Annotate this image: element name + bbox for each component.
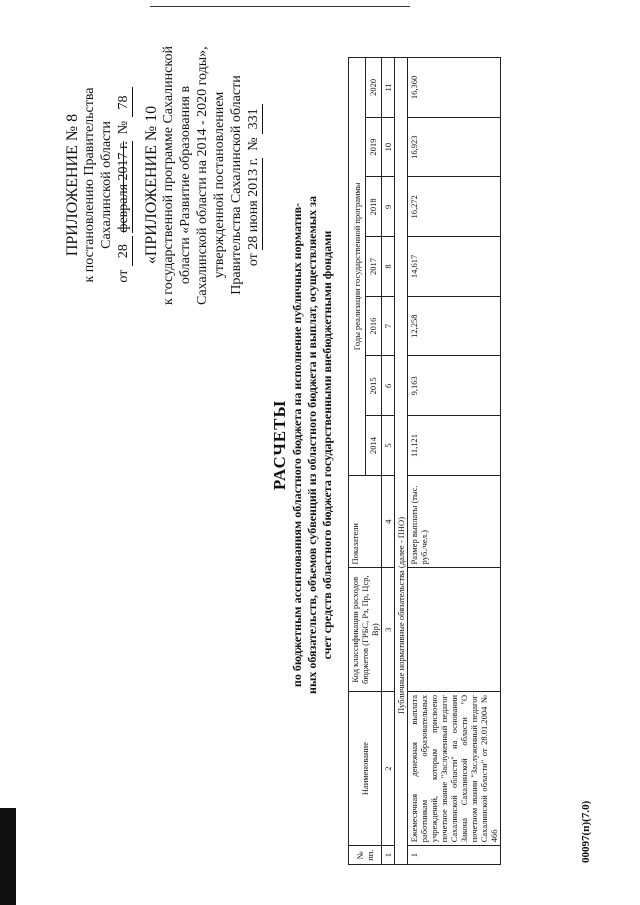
row-value: 16,360 <box>408 58 501 118</box>
column-number: 7 <box>382 296 395 356</box>
table-header-row <box>349 58 366 865</box>
column-number-row <box>382 58 395 865</box>
program-date: 28 июня 2013 г. <box>246 157 261 250</box>
program-date-line <box>245 65 263 305</box>
column-number: 11 <box>382 58 395 118</box>
appendix-date-line <box>115 65 133 305</box>
appendix-region-line: Сахалинской области <box>99 121 114 249</box>
column-number: 3 <box>382 568 395 691</box>
document-subtitle-line-3: счет средств областного бюджета государственными внебюджетными фондами <box>320 230 334 660</box>
column-number: 8 <box>382 237 395 297</box>
appendix-date-day: 28 <box>115 236 133 266</box>
program-line-3: Сахалинской области на 2014 - 2020 годы», <box>195 46 210 305</box>
column-number: 2 <box>382 691 395 845</box>
program-decree-number: 331 <box>245 104 263 134</box>
header-year: 2019 <box>365 117 382 177</box>
column-number: 4 <box>382 475 395 568</box>
program-line-4: утвержденной постановлением <box>212 91 227 279</box>
header-year: 2016 <box>365 296 382 356</box>
table-row <box>408 58 501 865</box>
row-value: 16,272 <box>408 177 501 237</box>
header-year: 2014 <box>365 416 382 476</box>
section-row <box>395 58 408 865</box>
document-title: РАСЧЕТЫ <box>270 399 289 491</box>
row-value: 9,163 <box>408 356 501 416</box>
header-year: 2018 <box>365 177 382 237</box>
header-code: Код классификации расходов бюджетов (ГРБС, Рз, Пр, Цср, Вр) <box>349 568 382 691</box>
document-title-block <box>270 165 335 725</box>
row-code <box>408 568 501 691</box>
row-value: 12,258 <box>408 296 501 356</box>
document-subtitle-line-1: по бюджетным ассигнованиям областного бюджета на исполнение публичных норматив- <box>290 202 304 688</box>
appendix-from-label: от <box>116 269 131 283</box>
row-value: 16,923 <box>408 117 501 177</box>
appendix-number-label: № <box>116 120 131 135</box>
header-year: 2015 <box>365 356 382 416</box>
section-title: Публичные нормативные обязательства (далее - ПНО) <box>395 58 408 865</box>
row-name: Ежемесячная денежная выплата работникам образовательных учреждений, которым присвоено почетное звание "Заслуженный педагог Сахалинской области" на основании Закона Сахалинской области "О почетном звании "Заслуженный педагог Сахалинской области" от 28.01.2004 № 466 <box>408 691 501 845</box>
appendix-decree-number: 78 <box>115 87 133 117</box>
column-number: 5 <box>382 416 395 476</box>
header-name: Наименование <box>349 691 382 845</box>
appendix-number: ПРИЛОЖЕНИЕ № 8 <box>64 113 81 257</box>
program-number-label: № <box>246 137 261 151</box>
document-subtitle-line-2: ных обязательств, объемов субвенций из областного бюджета и выплат, осуществляемых за <box>305 196 319 694</box>
header-no: № пп. <box>349 846 382 865</box>
header-years-group: Годы реализации государственной программы <box>349 58 366 476</box>
header-year: 2017 <box>365 237 382 297</box>
header-year: 2020 <box>365 58 382 118</box>
column-number: 1 <box>382 846 395 865</box>
calculation-table <box>348 57 501 865</box>
program-line-1: к государственной программе Сахалинской <box>161 46 176 305</box>
row-value: 14,617 <box>408 237 501 297</box>
column-number: 10 <box>382 117 395 177</box>
program-appendix-number: «ПРИЛОЖЕНИЕ № 10 <box>143 105 160 265</box>
program-from-label: от <box>246 253 261 267</box>
column-number: 9 <box>382 177 395 237</box>
footer-code: 00097(п)(7.0) <box>580 800 592 863</box>
column-number: 6 <box>382 356 395 416</box>
row-number: 1 <box>408 846 501 865</box>
appendix-decree-line: к постановлению Правительства <box>82 87 97 283</box>
header-indicator: Показатели <box>349 475 382 568</box>
program-line-2: области «Развитие образования в <box>178 85 193 285</box>
row-value: 11,121 <box>408 416 501 476</box>
appendix-date-month: февраля 2017 г. <box>116 141 131 233</box>
appendix-header <box>64 46 263 305</box>
row-indicator: Размер выплаты (тыс. руб./чел.) <box>408 475 501 568</box>
program-line-5: Правительства Сахалинской области <box>229 75 244 295</box>
